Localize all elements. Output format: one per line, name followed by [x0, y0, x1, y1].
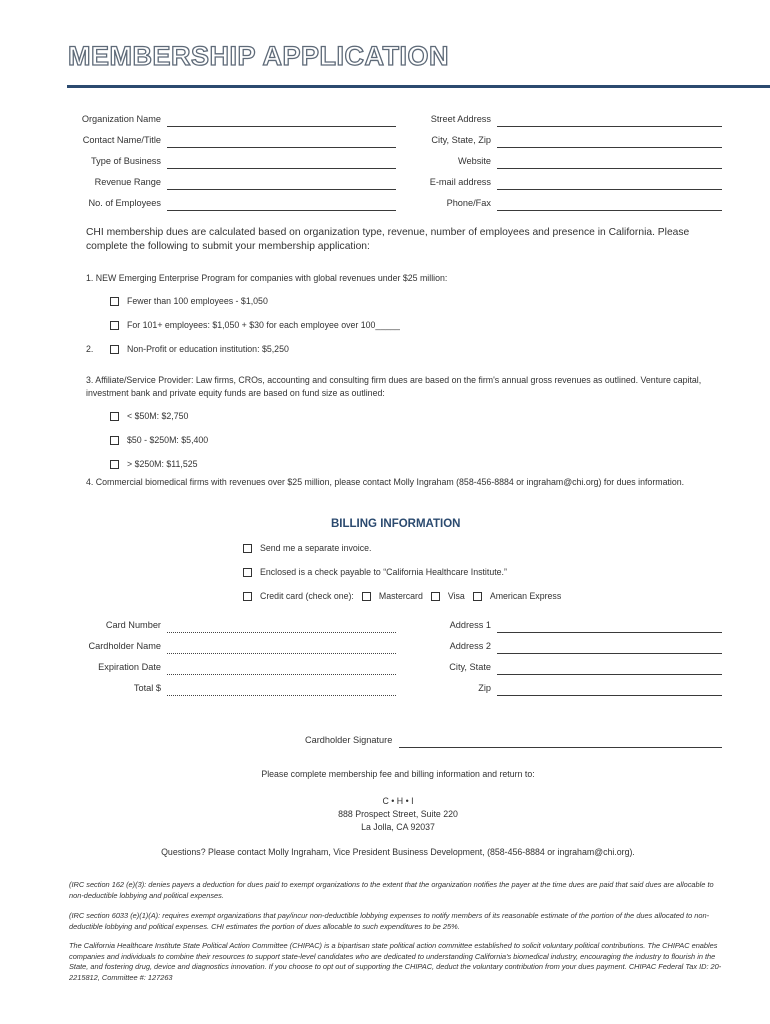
- section4-text: 4. Commercial biomedical firms with revenues over $25 million, please contact Molly Ingraham (858-456-8884 or ingraham@chi.org) for dues information.: [86, 477, 685, 487]
- employees-field[interactable]: [167, 210, 396, 211]
- checkbox[interactable]: [243, 592, 252, 601]
- section2-number: 2.: [86, 344, 94, 354]
- org-name-label: Organization Name: [81, 114, 161, 124]
- section3-heading: 3. Affiliate/Service Provider: Law firms, CROs, accounting and consulting firm dues are based on the firm's annual gross revenues as outlined. Venture capital, investment bank and private equity funds are based on fund size as outlined:: [86, 375, 702, 398]
- address2-field[interactable]: [497, 653, 722, 654]
- return-text: Please complete membership fee and billing information and return to:: [261, 769, 535, 779]
- amex-checkbox[interactable]: [473, 592, 482, 601]
- visa-checkbox[interactable]: [431, 592, 440, 601]
- business-type-field[interactable]: [167, 168, 396, 169]
- revenue-range-label: Revenue Range: [94, 177, 161, 187]
- card-number-label: Card Number: [105, 620, 161, 630]
- option-label: < $50M: $2,750: [127, 411, 189, 421]
- total-label: Total $: [133, 683, 161, 693]
- chipac-note: The California Healthcare Institute State Political Action Committee (CHIPAC) is a bipartisan state political action committee established to solicit voluntary political contributions. The CHIPAC enables companies and individuals to combine their resources to support state-level candidates who are dedicated to understanding California's biomedical industry, encouraging the industry to flourish in the State, and fostering drug, device and diagnostics innovation. If you choose to opt out of supporting the CHIPAC, deduct the voluntary contribution from your dues payment. CHIPAC Federal Tax ID: 20-2215812, Committee #: 127263: [69, 941, 722, 982]
- zip-field[interactable]: [497, 695, 722, 696]
- checkbox[interactable]: [110, 345, 119, 354]
- option-label: For 101+ employees: $1,050 + $30 for each employee over 100_____: [127, 320, 400, 330]
- card-number-field[interactable]: [167, 632, 396, 633]
- option-under-50m[interactable]: [110, 410, 188, 423]
- checkbox[interactable]: [110, 460, 119, 469]
- option-50-250m[interactable]: [110, 434, 208, 447]
- option-label: > $250M: $11,525: [127, 459, 198, 469]
- option-nonprofit[interactable]: [110, 343, 289, 356]
- mastercard-label: Mastercard: [378, 591, 423, 601]
- checkbox[interactable]: [243, 568, 252, 577]
- option-label: Enclosed is a check payable to “California Healthcare Institute.”: [260, 567, 507, 577]
- contact-name-field[interactable]: [167, 147, 396, 148]
- option-101-plus[interactable]: [110, 319, 400, 332]
- option-label: $50 - $250M: $5,400: [127, 435, 209, 445]
- phone-fax-label: Phone/Fax: [446, 198, 491, 208]
- checkbox[interactable]: [110, 436, 119, 445]
- email-label: E-mail address: [429, 177, 491, 187]
- option-invoice[interactable]: [243, 542, 372, 555]
- billing-city-state-label: City, State: [449, 662, 491, 672]
- expiration-date-label: Expiration Date: [98, 662, 161, 672]
- city-state-zip-label: City, State, Zip: [431, 135, 491, 145]
- irc-6033-note: (IRC section 6033 (e)(1)(A): requires exempt organizations that pay/incur non-deductible lobbying expenses to notify members of its reasonable estimate of the portion of the dues allocated to non-deductible lobbying and political expenses. CHI estimates the portion of dues allocable to such expenditures to be 25%.: [69, 911, 710, 931]
- email-field[interactable]: [497, 189, 722, 190]
- signature-label: Cardholder Signature: [305, 735, 393, 745]
- checkbox[interactable]: [110, 321, 119, 330]
- visa-label: Visa: [447, 591, 465, 601]
- street-address-label: Street Address: [430, 114, 491, 124]
- title-rule: [67, 85, 770, 88]
- option-fewer-100[interactable]: [110, 295, 268, 308]
- website-label: Website: [457, 156, 491, 166]
- address1-label: Address 1: [449, 620, 491, 630]
- questions-text: Questions? Please contact Molly Ingraham, Vice President Business Development, (858-456-8884 or ingraham@chi.org).: [161, 847, 635, 857]
- checkbox[interactable]: [243, 544, 252, 553]
- address-street: 888 Prospect Street, Suite 220: [338, 809, 458, 819]
- address1-field[interactable]: [497, 632, 722, 633]
- phone-fax-field[interactable]: [497, 210, 722, 211]
- revenue-range-field[interactable]: [167, 189, 396, 190]
- amex-label: American Express: [489, 591, 562, 601]
- contact-name-label: Contact Name/Title: [82, 135, 161, 145]
- address-city: La Jolla, CA 92037: [361, 822, 435, 832]
- expiration-date-field[interactable]: [167, 674, 396, 675]
- employees-label: No. of Employees: [88, 198, 161, 208]
- signature-field[interactable]: [399, 747, 722, 748]
- intro-text: CHI membership dues are calculated based on organization type, revenue, number of employees and presence in California. Please complete the following to submit your membership application:: [86, 227, 690, 252]
- address-org: C • H • I: [382, 796, 414, 806]
- city-state-zip-field[interactable]: [497, 147, 722, 148]
- option-label: Fewer than 100 employees - $1,050: [127, 296, 268, 306]
- total-field[interactable]: [167, 695, 396, 696]
- zip-label: Zip: [478, 683, 491, 693]
- page-title: MEMBERSHIP APPLICATION: [68, 41, 450, 71]
- address2-label: Address 2: [449, 641, 491, 651]
- option-over-250m[interactable]: [110, 458, 198, 471]
- cardholder-name-field[interactable]: [167, 653, 396, 654]
- option-label: Credit card (check one):: [260, 591, 354, 601]
- cardholder-name-label: Cardholder Name: [88, 641, 161, 651]
- option-label: Send me a separate invoice.: [260, 543, 372, 553]
- business-type-label: Type of Business: [91, 156, 161, 166]
- irc-162-note: (IRC section 162 (e)(3): denies payers a deduction for dues paid to exempt organizations to the extent that the organization notifies the payer at the time dues are paid that said dues are allocable to non-deductible lobbying and political expenses.: [69, 880, 714, 900]
- billing-heading: BILLING INFORMATION: [331, 518, 461, 530]
- checkbox[interactable]: [110, 412, 119, 421]
- mastercard-checkbox[interactable]: [362, 592, 371, 601]
- org-name-field[interactable]: [167, 126, 396, 127]
- billing-city-state-field[interactable]: [497, 674, 722, 675]
- street-address-field[interactable]: [497, 126, 722, 127]
- checkbox[interactable]: [110, 297, 119, 306]
- option-credit-card[interactable]: [243, 590, 561, 603]
- option-label: Non-Profit or education institution: $5,250: [127, 344, 289, 354]
- website-field[interactable]: [497, 168, 722, 169]
- section1-heading: 1. NEW Emerging Enterprise Program for companies with global revenues under $25 million:: [86, 273, 448, 283]
- option-check[interactable]: [243, 566, 507, 579]
